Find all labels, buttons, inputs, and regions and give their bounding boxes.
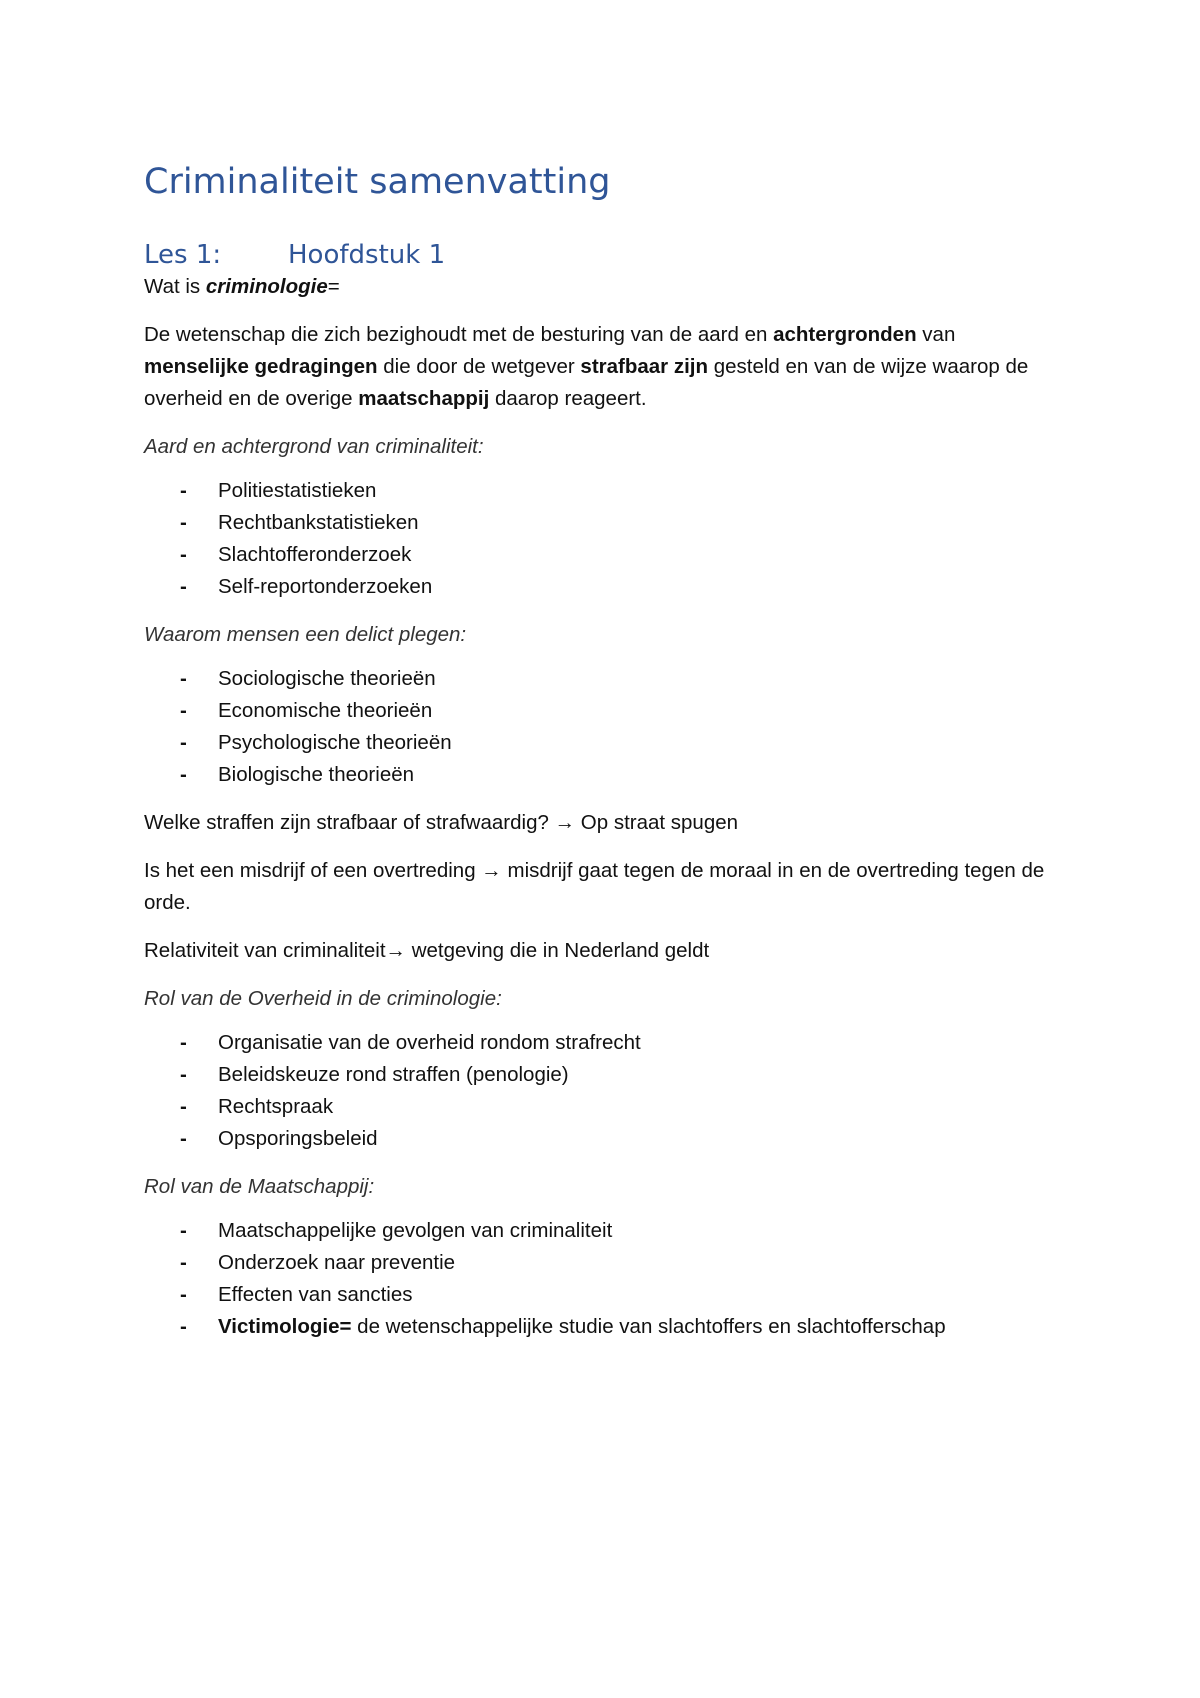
list-item xyxy=(144,1215,1064,1247)
section-label-overheid: Rol van de Overheid in de criminologie: xyxy=(144,987,502,1010)
bullet: - xyxy=(180,479,187,502)
list-item xyxy=(144,759,1064,791)
bullet: - xyxy=(180,1095,187,1118)
bullet: - xyxy=(180,667,187,690)
list-item-text: Beleidskeuze rond straffen (penologie) xyxy=(218,1063,569,1086)
misdrijf-line xyxy=(144,855,1064,919)
list-item xyxy=(144,695,1064,727)
list-item-text: Effecten van sancties xyxy=(218,1283,413,1306)
list-item xyxy=(144,1279,1064,1311)
list-item-text: Maatschappelijke gevolgen van criminaliteit xyxy=(218,1219,613,1242)
aard-list xyxy=(144,475,1064,603)
list-item xyxy=(144,1311,1064,1343)
arrow-icon: → xyxy=(481,859,502,882)
criminology-question xyxy=(144,271,1064,303)
definition-paragraph xyxy=(144,319,1064,415)
list-item-text: Opsporingsbeleid xyxy=(218,1127,378,1150)
overheid-list xyxy=(144,1027,1064,1155)
list-item-text xyxy=(218,1311,946,1343)
definition-text: die door de wetgever xyxy=(377,355,581,378)
document-title: Criminaliteit samenvatting xyxy=(144,162,611,202)
list-item xyxy=(144,1027,1064,1059)
misdrijf-answer: misdrijf gaat tegen de moraal in en de overtreding tegen de orde. xyxy=(144,859,1045,914)
bullet: - xyxy=(180,731,187,754)
waarom-list xyxy=(144,663,1064,791)
list-item-text: Self-reportonderzoeken xyxy=(218,575,433,598)
chapter-title: Hoofdstuk 1 xyxy=(288,240,446,270)
relativiteit-answer: wetgeving die in Nederland geldt xyxy=(406,939,710,962)
bullet: - xyxy=(180,1283,187,1306)
list-item xyxy=(144,1091,1064,1123)
bullet: - xyxy=(180,1219,187,1242)
lesson-number: Les 1: xyxy=(144,240,222,270)
bullet: - xyxy=(180,1063,187,1086)
section-label-waarom: Waarom mensen een delict plegen: xyxy=(144,623,467,646)
misdrijf-question: Is het een misdrijf of een overtreding xyxy=(144,859,482,882)
victimologie-term: Victimologie= xyxy=(218,1315,352,1338)
straffen-question: Welke straffen zijn strafbaar of strafwaardig? xyxy=(144,811,555,834)
list-item-text: Rechtbankstatistieken xyxy=(218,511,419,534)
section-label-aard: Aard en achtergrond van criminaliteit: xyxy=(144,435,484,458)
section-label-maatschappij: Rol van de Maatschappij: xyxy=(144,1175,375,1198)
bullet: - xyxy=(180,543,187,566)
list-item xyxy=(144,663,1064,695)
relativiteit-line xyxy=(144,935,1064,967)
list-item xyxy=(144,507,1064,539)
definition-bold: maatschappij xyxy=(358,387,490,410)
bullet: - xyxy=(180,699,187,722)
list-item-text: Organisatie van de overheid rondom strafrecht xyxy=(218,1031,641,1054)
bullet: - xyxy=(180,1031,187,1054)
straffen-line xyxy=(144,807,1064,839)
straffen-answer: Op straat spugen xyxy=(575,811,739,834)
arrow-icon: → xyxy=(554,811,576,834)
definition-text: De wetenschap die zich bezighoudt met de besturing van de aard en xyxy=(144,323,774,346)
maatschappij-list xyxy=(144,1215,1064,1343)
list-item xyxy=(144,475,1064,507)
question-term: criminologie xyxy=(205,275,328,298)
bullet: - xyxy=(180,1251,187,1274)
bullet: - xyxy=(180,1315,187,1338)
list-item xyxy=(144,1123,1064,1155)
list-item-text: Slachtofferonderzoek xyxy=(218,543,412,566)
list-item-text: Biologische theorieën xyxy=(218,763,415,786)
list-item xyxy=(144,539,1064,571)
definition-text: daarop reageert. xyxy=(489,387,647,410)
definition-text: van xyxy=(916,323,956,346)
list-item-text: Economische theorieën xyxy=(218,699,433,722)
definition-bold: achtergronden xyxy=(773,323,917,346)
document-content xyxy=(144,160,1064,1343)
list-item xyxy=(144,727,1064,759)
list-item-text: Psychologische theorieën xyxy=(218,731,452,754)
list-item xyxy=(144,571,1064,603)
definition-bold: menselijke gedragingen xyxy=(144,355,378,378)
list-item-text: Onderzoek naar preventie xyxy=(218,1251,456,1274)
list-item-text: Sociologische theorieën xyxy=(218,667,436,690)
bullet: - xyxy=(180,511,187,534)
question-suffix: = xyxy=(327,275,340,298)
bullet: - xyxy=(180,763,187,786)
list-item xyxy=(144,1247,1064,1279)
lesson-heading xyxy=(144,239,1064,271)
bullet: - xyxy=(180,1127,187,1150)
definition-bold: strafbaar zijn xyxy=(580,355,709,378)
list-item-text: Rechtspraak xyxy=(218,1095,334,1118)
question-prefix: Wat is xyxy=(144,275,206,298)
arrow-icon: → xyxy=(385,939,407,962)
bullet: - xyxy=(180,575,187,598)
definition-text: gesteld en van de wijze waarop de overheid en de overige xyxy=(144,355,1029,410)
relativiteit-question: Relativiteit van criminaliteit xyxy=(144,939,386,962)
list-item xyxy=(144,1059,1064,1091)
victimologie-definition: de wetenschappelijke studie van slachtoffers en slachtofferschap xyxy=(351,1315,946,1338)
list-item-text: Politiestatistieken xyxy=(218,479,377,502)
